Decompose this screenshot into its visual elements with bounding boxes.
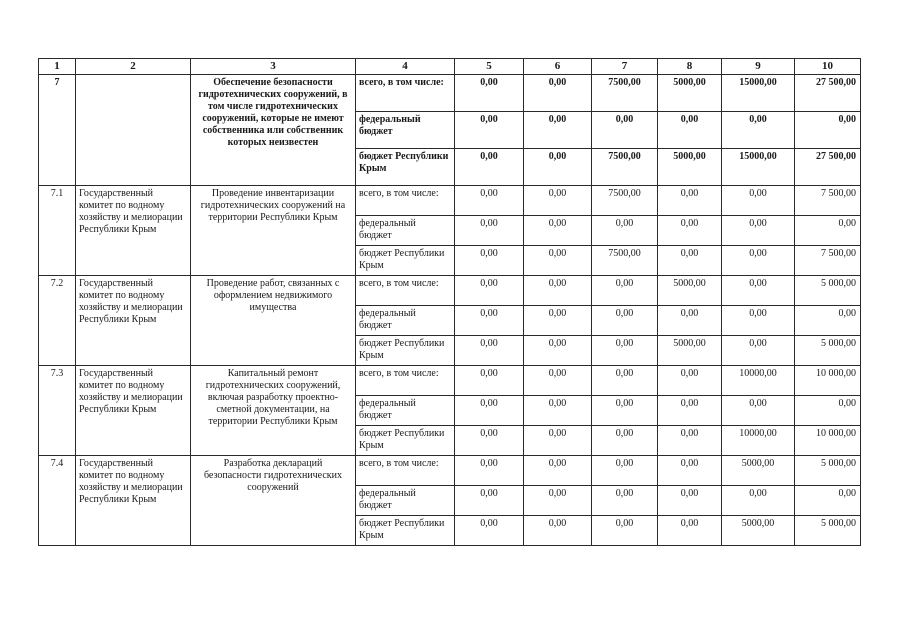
responsible-executor: Государственный комитет по водному хозяйству и мелиорации Республики Крым: [76, 366, 191, 456]
column-number: 8: [658, 59, 722, 75]
total-cell: 0,00: [795, 486, 861, 516]
amount-cell: 0,00: [524, 306, 592, 336]
amount-cell: 0,00: [722, 486, 795, 516]
amount-cell: 0,00: [722, 246, 795, 276]
column-number: 2: [76, 59, 191, 75]
amount-cell: 0,00: [455, 112, 524, 149]
table-row: [39, 186, 861, 216]
amount-cell: 0,00: [455, 426, 524, 456]
amount-cell: 0,00: [455, 516, 524, 546]
amount-cell: 0,00: [455, 366, 524, 396]
table-row: [39, 366, 861, 396]
amount-cell: 0,00: [524, 336, 592, 366]
funding-source: всего, в том числе:: [356, 186, 455, 216]
activity-title: Проведение инвентаризации гидротехнических сооружений на территории Республики Крым: [191, 186, 356, 276]
total-cell: 5 000,00: [795, 336, 861, 366]
amount-cell: 0,00: [722, 216, 795, 246]
amount-cell: 0,00: [658, 306, 722, 336]
total-cell: 27 500,00: [795, 75, 861, 112]
amount-cell: 0,00: [658, 186, 722, 216]
amount-cell: 0,00: [658, 246, 722, 276]
amount-cell: 0,00: [455, 75, 524, 112]
funding-source: федеральный бюджет: [356, 306, 455, 336]
amount-cell: 0,00: [524, 149, 592, 186]
funding-source: федеральный бюджет: [356, 216, 455, 246]
amount-cell: 5000,00: [658, 75, 722, 112]
activity-title: Обеспечение безопасности гидротехнических сооружений, в том числе гидротехнических сооружений, которые не имеют собственника или собственник которых неизвестен: [191, 75, 356, 186]
item-number: 7.2: [39, 276, 76, 366]
amount-cell: 0,00: [658, 426, 722, 456]
amount-cell: 10000,00: [722, 366, 795, 396]
amount-cell: 0,00: [524, 276, 592, 306]
table-row: [39, 75, 861, 112]
amount-cell: 7500,00: [592, 186, 658, 216]
table-row: [39, 456, 861, 486]
amount-cell: 0,00: [658, 216, 722, 246]
funding-source: бюджет Республики Крым: [356, 426, 455, 456]
funding-source: всего, в том числе:: [356, 276, 455, 306]
total-cell: 5 000,00: [795, 456, 861, 486]
funding-source: федеральный бюджет: [356, 486, 455, 516]
total-cell: 7 500,00: [795, 246, 861, 276]
amount-cell: 0,00: [455, 186, 524, 216]
activity-title: Разработка деклараций безопасности гидротехнических сооружений: [191, 456, 356, 546]
item-number: 7.1: [39, 186, 76, 276]
amount-cell: 0,00: [592, 396, 658, 426]
amount-cell: 0,00: [592, 216, 658, 246]
amount-cell: 0,00: [592, 486, 658, 516]
table-row: [39, 276, 861, 306]
budget-table: [38, 58, 861, 546]
funding-source: всего, в том числе:: [356, 366, 455, 396]
amount-cell: 7500,00: [592, 75, 658, 112]
funding-source: бюджет Республики Крым: [356, 336, 455, 366]
amount-cell: 0,00: [658, 112, 722, 149]
amount-cell: 10000,00: [722, 426, 795, 456]
amount-cell: 0,00: [455, 216, 524, 246]
amount-cell: 0,00: [592, 366, 658, 396]
amount-cell: 0,00: [455, 246, 524, 276]
amount-cell: 0,00: [524, 366, 592, 396]
total-cell: 5 000,00: [795, 516, 861, 546]
amount-cell: 0,00: [524, 426, 592, 456]
amount-cell: 0,00: [524, 516, 592, 546]
item-number: 7: [39, 75, 76, 186]
amount-cell: 5000,00: [658, 276, 722, 306]
funding-source: федеральный бюджет: [356, 112, 455, 149]
amount-cell: 0,00: [524, 486, 592, 516]
amount-cell: 7500,00: [592, 149, 658, 186]
amount-cell: 0,00: [455, 456, 524, 486]
activity-title: Капитальный ремонт гидротехнических сооружений, включая разработку проектно-сметной документации, на территории Республики Крым: [191, 366, 356, 456]
activity-title: Проведение работ, связанных с оформлением недвижимого имущества: [191, 276, 356, 366]
column-number: 10: [795, 59, 861, 75]
amount-cell: 0,00: [455, 306, 524, 336]
item-number: 7.4: [39, 456, 76, 546]
amount-cell: 0,00: [722, 336, 795, 366]
amount-cell: 0,00: [592, 516, 658, 546]
amount-cell: 5000,00: [658, 336, 722, 366]
responsible-executor: Государственный комитет по водному хозяйству и мелиорации Республики Крым: [76, 456, 191, 546]
total-cell: 10 000,00: [795, 366, 861, 396]
total-cell: 0,00: [795, 216, 861, 246]
amount-cell: 0,00: [524, 216, 592, 246]
amount-cell: 0,00: [524, 246, 592, 276]
amount-cell: 0,00: [524, 456, 592, 486]
funding-source: федеральный бюджет: [356, 396, 455, 426]
column-number: 9: [722, 59, 795, 75]
amount-cell: 0,00: [455, 149, 524, 186]
amount-cell: 0,00: [658, 516, 722, 546]
amount-cell: 0,00: [722, 306, 795, 336]
amount-cell: 0,00: [592, 306, 658, 336]
amount-cell: 0,00: [455, 396, 524, 426]
responsible-executor: Государственный комитет по водному хозяйству и мелиорации Республики Крым: [76, 276, 191, 366]
amount-cell: 0,00: [524, 112, 592, 149]
amount-cell: 15000,00: [722, 149, 795, 186]
column-number: 6: [524, 59, 592, 75]
amount-cell: 0,00: [722, 276, 795, 306]
amount-cell: 0,00: [722, 186, 795, 216]
amount-cell: 0,00: [592, 112, 658, 149]
amount-cell: 0,00: [592, 426, 658, 456]
amount-cell: 0,00: [524, 75, 592, 112]
column-number-row: [39, 59, 861, 75]
total-cell: 5 000,00: [795, 276, 861, 306]
column-number: 3: [191, 59, 356, 75]
total-cell: 10 000,00: [795, 426, 861, 456]
column-number: 7: [592, 59, 658, 75]
amount-cell: 0,00: [524, 186, 592, 216]
item-number: 7.3: [39, 366, 76, 456]
amount-cell: 0,00: [658, 396, 722, 426]
funding-source: всего, в том числе:: [356, 75, 455, 112]
amount-cell: 0,00: [592, 456, 658, 486]
amount-cell: 0,00: [658, 366, 722, 396]
amount-cell: 15000,00: [722, 75, 795, 112]
amount-cell: 0,00: [722, 396, 795, 426]
total-cell: 7 500,00: [795, 186, 861, 216]
amount-cell: 5000,00: [658, 149, 722, 186]
funding-source: бюджет Республики Крым: [356, 246, 455, 276]
table-body: [39, 59, 861, 546]
amount-cell: 5000,00: [722, 456, 795, 486]
amount-cell: 0,00: [722, 112, 795, 149]
funding-source: всего, в том числе:: [356, 456, 455, 486]
amount-cell: 0,00: [524, 396, 592, 426]
amount-cell: 5000,00: [722, 516, 795, 546]
amount-cell: 0,00: [658, 456, 722, 486]
amount-cell: 0,00: [455, 276, 524, 306]
responsible-executor: Государственный комитет по водному хозяйству и мелиорации Республики Крым: [76, 186, 191, 276]
amount-cell: 0,00: [592, 276, 658, 306]
column-number: 5: [455, 59, 524, 75]
column-number: 1: [39, 59, 76, 75]
amount-cell: 0,00: [658, 486, 722, 516]
funding-source: бюджет Республики Крым: [356, 149, 455, 186]
amount-cell: 0,00: [455, 336, 524, 366]
amount-cell: 7500,00: [592, 246, 658, 276]
amount-cell: 0,00: [592, 336, 658, 366]
amount-cell: 0,00: [455, 486, 524, 516]
total-cell: 0,00: [795, 396, 861, 426]
column-number: 4: [356, 59, 455, 75]
total-cell: 27 500,00: [795, 149, 861, 186]
total-cell: 0,00: [795, 112, 861, 149]
funding-source: бюджет Республики Крым: [356, 516, 455, 546]
total-cell: 0,00: [795, 306, 861, 336]
responsible-executor: [76, 75, 191, 186]
